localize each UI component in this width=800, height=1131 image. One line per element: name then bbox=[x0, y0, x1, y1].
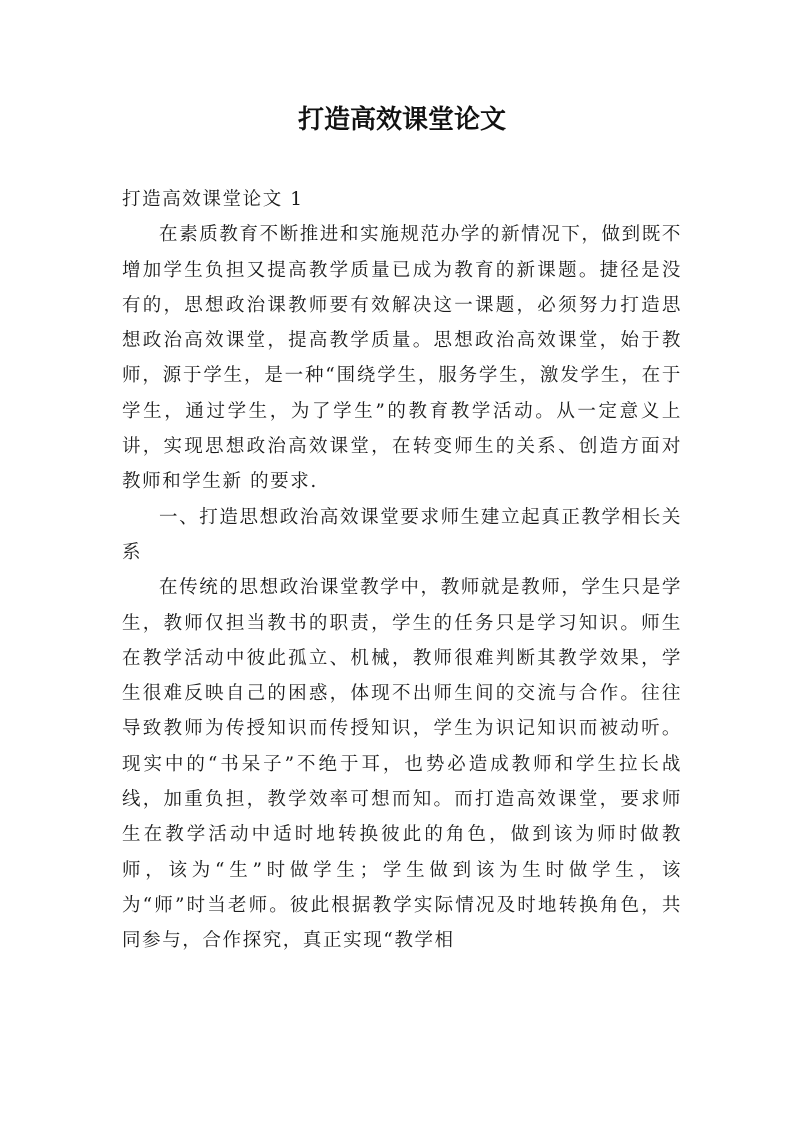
section-heading: 打造高效课堂论文 1 bbox=[122, 189, 304, 210]
subsection-heading: 一、打造思想政治高效课堂要求师生建立起真正教学相长关系 bbox=[122, 506, 682, 563]
paragraph-body: 在传统的思想政治课堂教学中，教师就是教师，学生只是学生，教师仅担当教书的职责，学生的任务只是学习知识。师生在教学活动中彼此孤立、机械，教师很难判断其教学效果，学生很难反映自己的困惑，体现不出师生间的交流与合作。往往导致教师为传授知识而传授知识，学生为识记知识而被动听。现实中的“书呆子”不绝于耳，也势必造成教师和学生拉长战线，加重负担，教学效率可想而知。而打造高效课堂，要求师生在教学活动中适时地转换彼此的角色，做到该为师时做教师，该为“生”时做学生；学生做到该为生时做学生，该为“师”时当老师。彼此根据教学实际情况及时地转换角色，共同参与，合作探究，真正实现“教学相 bbox=[122, 577, 682, 952]
document-body bbox=[122, 182, 682, 959]
document-title: 打造高效课堂论文 bbox=[297, 105, 506, 135]
paragraph-intro: 在素质教育不断推进和实施规范办学的新情况下，做到既不增加学生负担又提高教学质量已成为教育的新课题。捷径是没有的，思想政治课教师要有效解决这一课题，必须努力打造思想政治高效课堂，提高教学质量。思想政治高效课堂，始于教师，源于学生，是一种“围绕学生，服务学生，激发学生，在于学生，通过学生，为了学生”的教育教学活动。从一定意义上讲，实现思想政治高效课堂，在转变师生的关系、创造方面对教师和学生新 的要求. bbox=[122, 224, 682, 493]
